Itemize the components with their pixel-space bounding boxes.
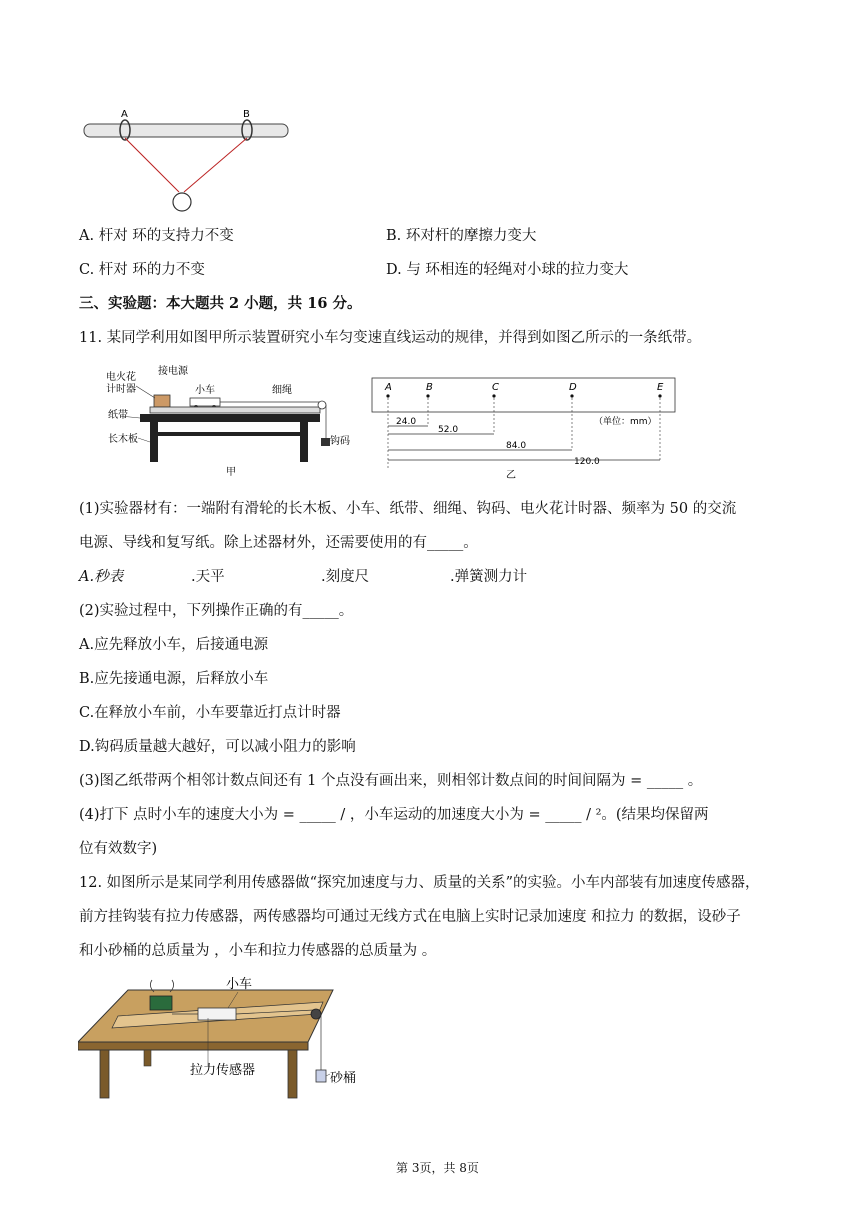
point-e-label: E: [657, 382, 664, 393]
point-a-label: A: [385, 382, 392, 393]
ball: [173, 193, 191, 211]
dist-ae: 120.0: [574, 457, 600, 467]
table-top: [140, 414, 320, 422]
dist-ab: 24.0: [396, 417, 417, 427]
board: [150, 407, 320, 413]
page-footer: 第 3页，共 8页: [396, 1161, 479, 1175]
tape-figure-yi: [366, 368, 684, 480]
pulley: [311, 1009, 321, 1019]
tape-label: 纸带: [108, 410, 128, 421]
sensor-apparatus-figure: [78, 970, 368, 1102]
section-heading: 三、实验题：本大题共 2 小题，共 16 分。: [79, 295, 362, 312]
q10-option-b: B. 环对杆的摩擦力变大: [386, 228, 537, 244]
q11-part4-line2: 位有效数字): [79, 841, 158, 857]
weight-label: 钩码: [330, 436, 350, 447]
paper-tape: [372, 378, 675, 412]
timer-label: 电火花: [106, 372, 136, 383]
label-b: B: [243, 109, 250, 120]
cart-box: [198, 1008, 236, 1020]
timer-box: [154, 395, 170, 407]
q12-line3: 和小砂桶的总质量为 ，小车和拉力传感器的总质量为 。: [79, 943, 437, 959]
power-label: 接电源: [158, 366, 188, 377]
sensor-box: [150, 996, 172, 1010]
dist-ad: 84.0: [506, 441, 527, 451]
q11-part3: (3)图乙纸带两个相邻计数点间还有 1 个点没有画出来，则相邻计数点间的时间间隔为 = _____ 。: [79, 773, 703, 789]
q12-line2: 前方挂钩装有拉力传感器，两传感器均可通过无线方式在电脑上实时记录加速度 和拉力 的数据，设砂子: [79, 909, 741, 925]
rope-label: 细绳: [272, 385, 292, 396]
board-label: 长木板: [108, 434, 138, 445]
cart-body: [190, 398, 220, 406]
cart-label: 小车: [226, 977, 253, 992]
bucket-label: 砂桶: [330, 1071, 357, 1086]
cart-label: 小车: [195, 385, 215, 396]
q11-part4-line1: (4)打下 点时小车的速度大小为 = _____ / ，小车运动的加速度大小为 = _____ / ²。(结果均保留两: [79, 807, 709, 823]
sand-bucket: [316, 1070, 326, 1082]
point-c-label: C: [492, 382, 499, 393]
q11-part1-option-c: .刻度尺: [321, 569, 370, 585]
point-b-label: B: [426, 382, 433, 393]
q11-part1-option-a: A.秒表: [79, 569, 124, 585]
timer-label-2: 计时器: [106, 384, 136, 395]
point-d-label: D: [569, 382, 577, 393]
q11-part1-line2: 电源、导线和复写纸。除上述器材外，还需要使用的有_____。: [79, 535, 478, 551]
pulley: [318, 401, 326, 409]
yi-caption: 乙: [506, 470, 516, 480]
sensor-label: 拉力传感器: [190, 1063, 256, 1078]
q11-stem: 11. 某同学利用如图甲所示装置研究小车匀变速直线运动的规律，并得到如图乙所示的一条纸带。: [79, 330, 702, 346]
q10-option-c: C. 杆对 环的力不变: [79, 262, 205, 278]
q11-part2-option-d: D.钩码质量越大越好，可以减小阻力的影响: [79, 739, 356, 755]
unit-label: （单位：mm）: [594, 417, 657, 427]
q11-part1-line1: (1)实验器材有：一端附有滑轮的长木板、小车、纸带、细绳、钩码、电火花计时器、频率为 50 的交流: [79, 501, 737, 517]
weight-block: [321, 438, 330, 446]
q11-part1-option-d: .弹簧测力计: [450, 569, 528, 585]
rod-rings-figure: [80, 104, 300, 216]
label-a: A: [121, 109, 128, 120]
q11-part2-option-b: B.应先接通电源，后释放小车: [79, 671, 269, 687]
q10-option-d: D. 与 环相连的轻绳对小球的拉力变大: [386, 262, 629, 278]
rod: [84, 124, 288, 137]
q11-part2-option-a: A.应先释放小车，后接通电源: [79, 637, 269, 653]
q11-part2-option-c: C.在释放小车前，小车要靠近打点计时器: [79, 705, 341, 721]
apparatus-figure-jia: [100, 360, 365, 480]
dist-ac: 52.0: [438, 425, 459, 435]
q12-line1: 12. 如图所示是某同学利用传感器做“探究加速度与力、质量的关系”的实验。小车内部装有加速度传感器，: [79, 875, 760, 891]
q11-part2: (2)实验过程中，下列操作正确的有_____。: [79, 603, 354, 619]
rope-left: [125, 138, 179, 192]
q10-option-a: A. 杆对 环的支持力不变: [79, 228, 234, 244]
rope-right: [184, 138, 247, 192]
q11-part1-option-b: .天平: [191, 569, 225, 585]
jia-caption: 甲: [226, 467, 236, 478]
